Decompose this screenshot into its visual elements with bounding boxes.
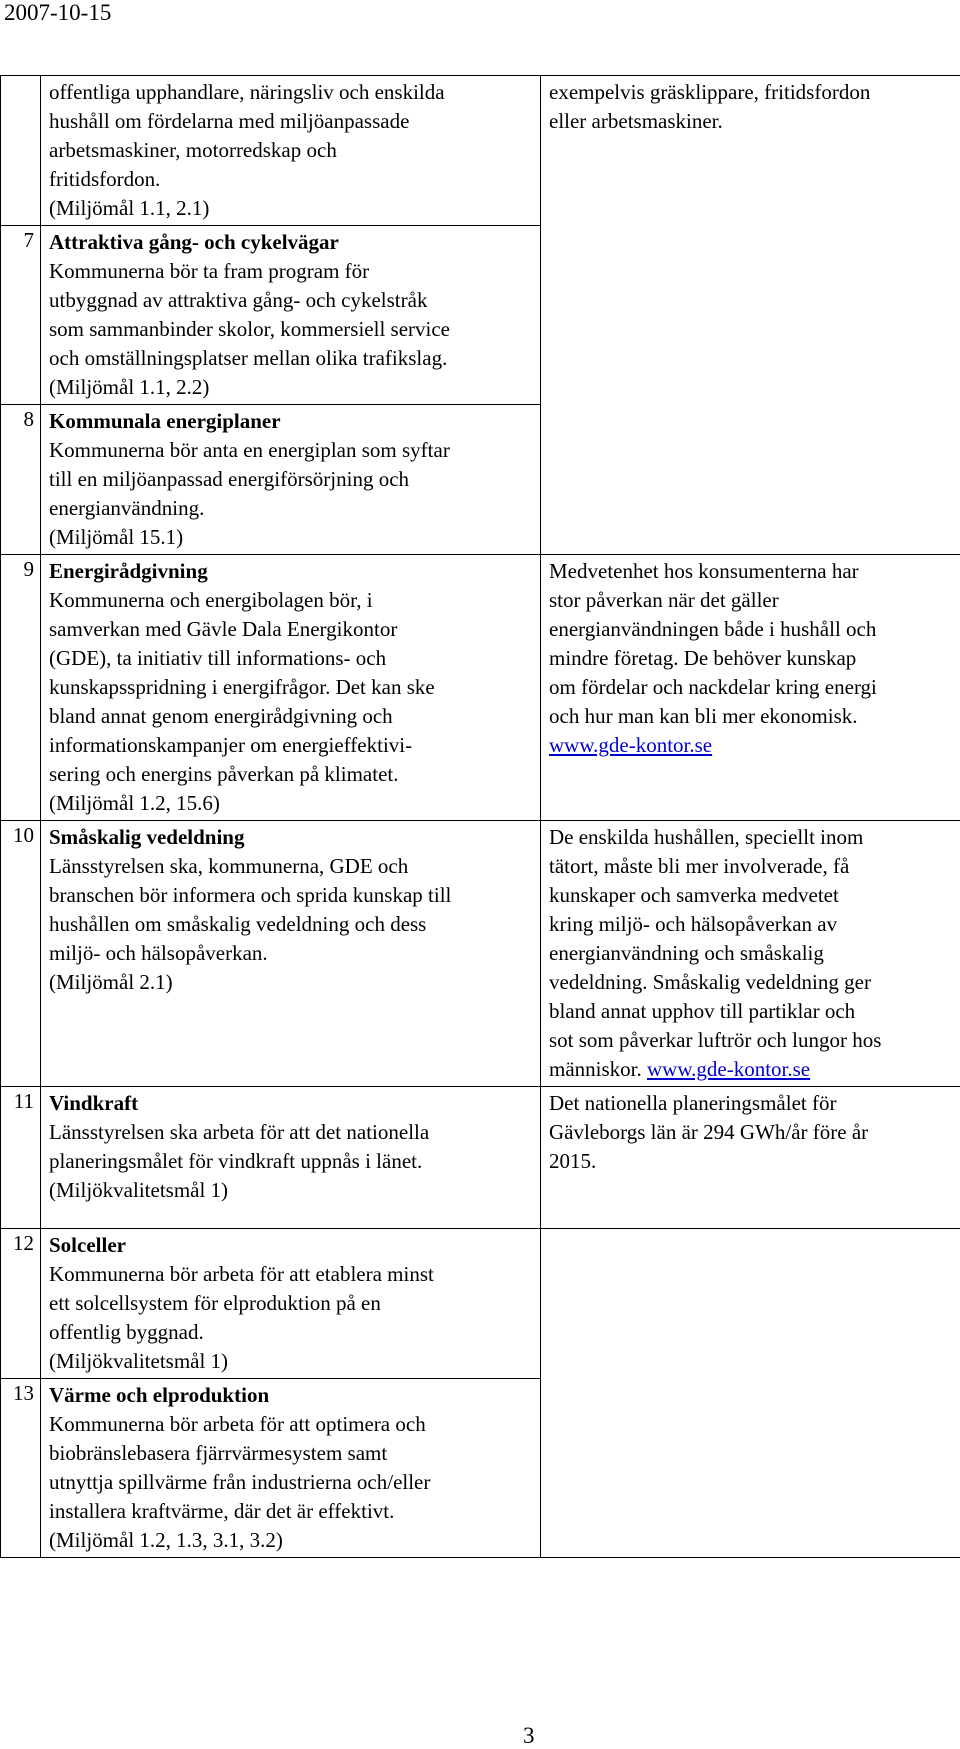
body-line: som sammanbinder skolor, kommersiell service xyxy=(49,317,450,341)
body-line: hushållen om småskalig vedeldning och dess xyxy=(49,912,427,936)
body-line: planeringsmålet för vindkraft uppnås i länet. xyxy=(49,1149,423,1173)
comment-line: Medvetenhet hos konsumenterna har xyxy=(549,559,859,583)
table-row xyxy=(1,1087,960,1229)
comment-line-with-link xyxy=(549,1055,952,1084)
comment-line: stor påverkan när det gäller xyxy=(549,588,779,612)
comment-line: vedeldning. Småskalig vedeldning ger xyxy=(549,970,871,994)
website-link[interactable]: www.gde-kontor.se xyxy=(549,733,713,757)
measure-title: Attraktiva gång- och cykelvägar xyxy=(49,230,339,254)
comment-line: och hur man kan bli mer ekonomisk. xyxy=(549,704,858,728)
body-line: Länsstyrelsen ska arbeta för att det nationella xyxy=(49,1120,430,1144)
page-number: 3 xyxy=(523,1723,535,1748)
table-row xyxy=(1,821,960,1087)
comment-cell xyxy=(541,821,960,1087)
body-line: informationskampanjer om energieffektivi- xyxy=(49,733,413,757)
comment-cell xyxy=(541,76,960,555)
comment-line: tätort, måste bli mer involverade, få xyxy=(549,854,850,878)
measure-body xyxy=(41,1229,541,1379)
body-line: (Miljömål 15.1) xyxy=(49,525,184,549)
measures-table xyxy=(0,75,960,1558)
body-line: ett solcellsystem för elproduktion på en xyxy=(49,1291,381,1315)
row-number xyxy=(1,76,41,226)
body-line: energianvändning. xyxy=(49,496,205,520)
comment-line: kunskaper och samverka medvetet xyxy=(549,883,839,907)
comment-line: energianvändningen både i hushåll och xyxy=(549,617,877,641)
body-line: (Miljömål 1.2, 1.3, 3.1, 3.2) xyxy=(49,1528,283,1552)
document-date: 2007-10-15 xyxy=(4,0,112,25)
measure-title: Småskalig vedeldning xyxy=(49,825,245,849)
body-line: arbetsmaskiner, motorredskap och xyxy=(49,138,337,162)
comment-text: människor. xyxy=(549,1057,647,1081)
body-line: (Miljömål 1.1, 2.1) xyxy=(49,196,210,220)
row-number: 8 xyxy=(1,405,41,555)
body-line: Länsstyrelsen ska, kommunerna, GDE och xyxy=(49,854,409,878)
body-line: bland annat genom energirådgivning och xyxy=(49,704,393,728)
body-line: (Miljökvalitetsmål 1) xyxy=(49,1349,229,1373)
comment-line: mindre företag. De behöver kunskap xyxy=(549,646,857,670)
body-line: branschen bör informera och sprida kunskap till xyxy=(49,883,452,907)
body-line: offentlig byggnad. xyxy=(49,1320,204,1344)
comment-cell xyxy=(541,1087,960,1229)
comment-line: sot som påverkar luftrör och lungor hos xyxy=(549,1028,882,1052)
table-row xyxy=(1,555,960,821)
measure-body xyxy=(41,555,541,821)
row-number: 13 xyxy=(1,1379,41,1558)
body-line: Kommunerna och energibolagen bör, i xyxy=(49,588,373,612)
row-number: 12 xyxy=(1,1229,41,1379)
comment-line: energianvändning och småskalig xyxy=(549,941,824,965)
measure-title: Värme och elproduktion xyxy=(49,1383,270,1407)
body-line: utnyttja spillvärme från industrierna och/eller xyxy=(49,1470,431,1494)
body-line: till en miljöanpassad energiförsörjning och xyxy=(49,467,410,491)
comment-line: om fördelar och nackdelar kring energi xyxy=(549,675,877,699)
comment-line: Gävleborgs län är 294 GWh/år före år xyxy=(549,1120,869,1144)
measure-body xyxy=(41,226,541,405)
measure-body xyxy=(41,405,541,555)
comment-cell xyxy=(541,555,960,821)
website-link[interactable]: www.gde-kontor.se xyxy=(647,1057,811,1081)
table-row xyxy=(1,76,960,226)
measure-body xyxy=(41,76,541,226)
measure-title: Energirådgivning xyxy=(49,559,208,583)
body-line: (Miljömål 1.1, 2.2) xyxy=(49,375,210,399)
body-line: utbyggnad av attraktiva gång- och cykelstråk xyxy=(49,288,428,312)
body-line: offentliga upphandlare, näringsliv och enskilda xyxy=(49,80,445,104)
measure-title: Vindkraft xyxy=(49,1091,139,1115)
table-row xyxy=(1,1229,960,1379)
measure-body xyxy=(41,1087,541,1229)
body-line: biobränslebasera fjärrvärmesystem samt xyxy=(49,1441,388,1465)
body-line: fritidsfordon. xyxy=(49,167,161,191)
comment-line: 2015. xyxy=(549,1149,597,1173)
comment-line: eller arbetsmaskiner. xyxy=(549,109,723,133)
body-line: sering och energins påverkan på klimatet. xyxy=(49,762,399,786)
body-line: Kommunerna bör arbeta för att etablera minst xyxy=(49,1262,434,1286)
measure-body xyxy=(41,821,541,1087)
comment-cell xyxy=(541,1229,960,1558)
row-number: 11 xyxy=(1,1087,41,1229)
body-line: och omställningsplatser mellan olika trafikslag. xyxy=(49,346,448,370)
row-number: 7 xyxy=(1,226,41,405)
comment-line: kring miljö- och hälsopåverkan av xyxy=(549,912,838,936)
body-line: Kommunerna bör ta fram program för xyxy=(49,259,370,283)
body-line: (Miljömål 1.2, 15.6) xyxy=(49,791,220,815)
measure-title: Solceller xyxy=(49,1233,126,1257)
comment-line: Det nationella planeringsmålet för xyxy=(549,1091,837,1115)
body-line: miljö- och hälsopåverkan. xyxy=(49,941,268,965)
body-line: (Miljökvalitetsmål 1) xyxy=(49,1178,229,1202)
comment-line: De enskilda hushållen, speciellt inom xyxy=(549,825,864,849)
body-line: installera kraftvärme, där det är effektivt. xyxy=(49,1499,395,1523)
body-line: (GDE), ta initiativ till informations- och xyxy=(49,646,387,670)
body-line: kunskapsspridning i energifrågor. Det kan ske xyxy=(49,675,435,699)
comment-line: exempelvis gräsklippare, fritidsfordon xyxy=(549,80,871,104)
row-number: 9 xyxy=(1,555,41,821)
body-line: hushåll om fördelarna med miljöanpassade xyxy=(49,109,410,133)
measure-body xyxy=(41,1379,541,1558)
row-number: 10 xyxy=(1,821,41,1087)
comment-line: bland annat upphov till partiklar och xyxy=(549,999,856,1023)
body-line: Kommunerna bör arbeta för att optimera och xyxy=(49,1412,426,1436)
measure-title: Kommunala energiplaner xyxy=(49,409,281,433)
body-line: samverkan med Gävle Dala Energikontor xyxy=(49,617,398,641)
body-line: (Miljömål 2.1) xyxy=(49,970,173,994)
body-line: Kommunerna bör anta en energiplan som syftar xyxy=(49,438,450,462)
